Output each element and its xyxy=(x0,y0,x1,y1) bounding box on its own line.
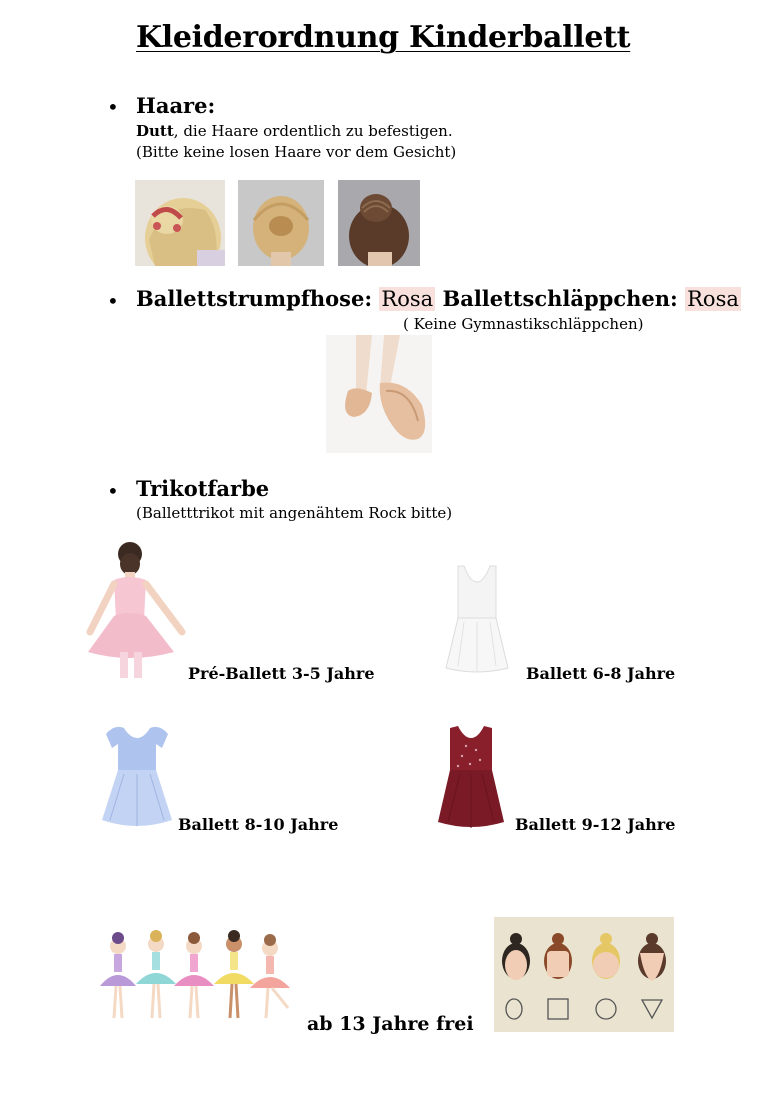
leotard-label-2: Ballett 6-8 Jahre xyxy=(526,664,676,683)
hair-line-1 xyxy=(136,121,453,141)
leotard-burgundy-photo xyxy=(436,724,506,830)
hair-line-2: (Bitte keine losen Haare vor dem Gesicht) xyxy=(136,143,457,161)
tights-label: Ballettstrumpfhose: xyxy=(136,286,373,311)
leotard-pink-photo xyxy=(84,540,190,680)
leotard-white-photo xyxy=(444,562,510,678)
page-title: Kleiderordnung Kinderballett xyxy=(136,20,631,55)
shoes-color-value: Rosa xyxy=(687,287,739,311)
leotard-label-1: Pré-Ballett 3-5 Jahre xyxy=(188,664,375,683)
tights-color-value: Rosa xyxy=(381,287,434,311)
hair-dutt-label: Dutt xyxy=(136,122,174,140)
hair-line-1-rest: , die Haare ordentlich zu befestigen. xyxy=(173,122,453,140)
hair-bun-photo-2 xyxy=(238,180,324,266)
leotard-label-4: Ballett 9-12 Jahre xyxy=(515,815,676,834)
shoes-label: Ballettschläppchen: xyxy=(442,286,678,311)
shoes-note: ( Keine Gymnastikschläppchen) xyxy=(403,315,644,333)
leotard-blue-photo xyxy=(100,724,174,830)
hair-bun-photo-3 xyxy=(338,180,420,266)
leotard-label-3: Ballett 8-10 Jahre xyxy=(178,815,339,834)
hair-heading: Haare: xyxy=(136,93,216,118)
footer-text: ab 13 Jahre frei xyxy=(307,1013,474,1035)
leotard-note: (Balletttrikot mit angenähtem Rock bitte) xyxy=(136,504,453,522)
bullet-tights: • xyxy=(107,289,119,313)
bullet-hair: • xyxy=(107,95,119,119)
ballet-shoes-photo xyxy=(326,335,432,453)
tights-heading xyxy=(136,286,741,311)
face-shapes-illustration xyxy=(494,917,674,1032)
hair-bun-photo-1 xyxy=(135,180,225,266)
ballerinas-illustration xyxy=(92,924,302,1024)
leotard-heading: Trikotfarbe xyxy=(136,476,270,501)
bullet-leotard: • xyxy=(107,479,119,503)
